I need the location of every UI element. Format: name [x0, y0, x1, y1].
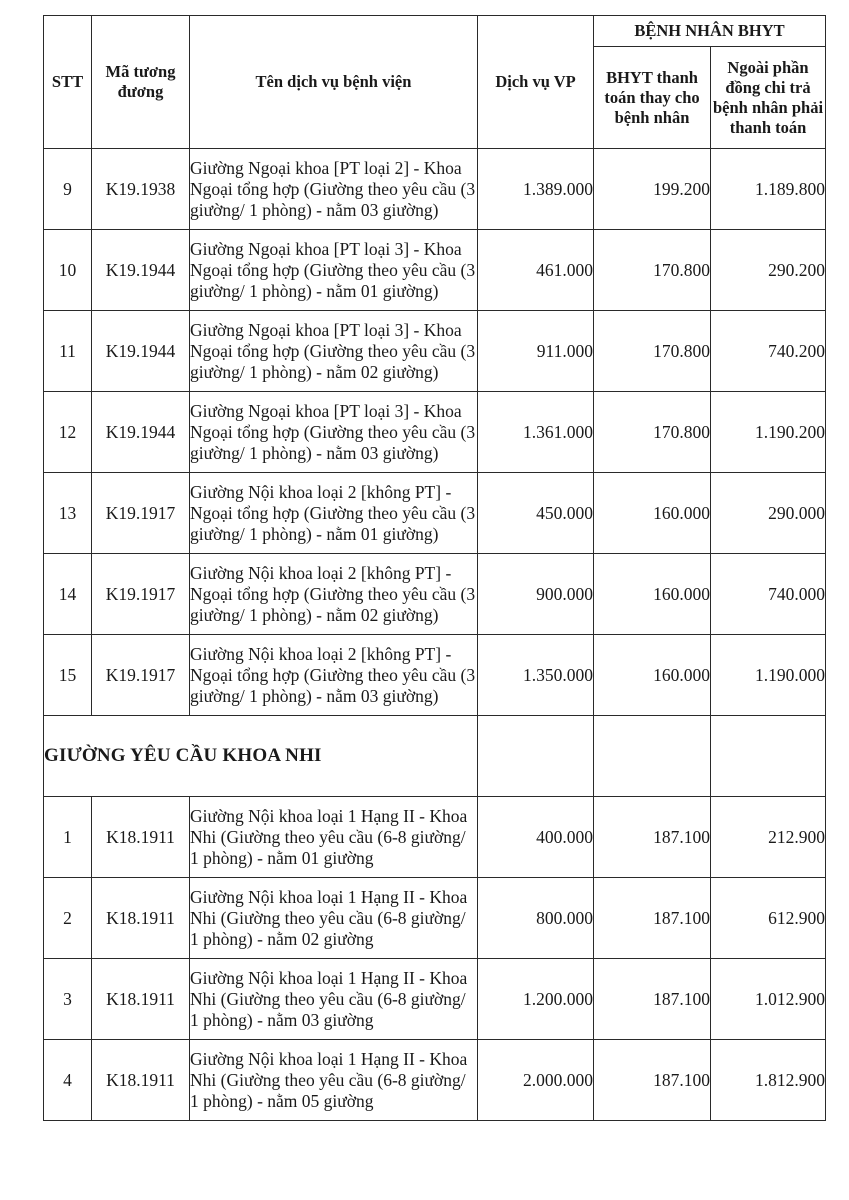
- header-bhyt-pays: BHYT thanh toán thay cho bệnh nhân: [594, 47, 711, 149]
- cell-bhyt-pays: 160.000: [594, 635, 711, 716]
- table-row: [44, 311, 826, 392]
- cell-service-name: Giường Nội khoa loại 2 [không PT] - Ngoại tổng hợp (Giường theo yêu cầu (3 giường/ 1 phòng) - nằm 02 giường): [190, 554, 478, 635]
- cell-code: K19.1938: [92, 149, 190, 230]
- cell-stt: 3: [44, 959, 92, 1040]
- table-row: [44, 554, 826, 635]
- section-title: GIƯỜNG YÊU CẦU KHOA NHI: [44, 716, 478, 797]
- cell-bhyt-pays: 170.800: [594, 392, 711, 473]
- cell-stt: 10: [44, 230, 92, 311]
- cell-code: K19.1944: [92, 392, 190, 473]
- header-group-bhyt-patient: BỆNH NHÂN BHYT: [594, 16, 826, 47]
- cell-stt: 1: [44, 797, 92, 878]
- header-stt: STT: [44, 16, 92, 149]
- table-row: [44, 230, 826, 311]
- table-row: [44, 392, 826, 473]
- cell-code: K19.1944: [92, 311, 190, 392]
- cell-patient-pays: 290.000: [711, 473, 826, 554]
- cell-patient-pays: 290.200: [711, 230, 826, 311]
- empty-cell: [594, 716, 711, 797]
- header-service-name: Tên dịch vụ bệnh viện: [190, 16, 478, 149]
- cell-service-name: Giường Nội khoa loại 1 Hạng II - Khoa Nhi (Giường theo yêu cầu (6-8 giường/ 1 phòng) - nằm 01 giường: [190, 797, 478, 878]
- cell-stt: 2: [44, 878, 92, 959]
- empty-cell: [711, 716, 826, 797]
- cell-code: K19.1944: [92, 230, 190, 311]
- cell-code: K19.1917: [92, 635, 190, 716]
- cell-service-fee: 1.389.000: [478, 149, 594, 230]
- cell-bhyt-pays: 160.000: [594, 554, 711, 635]
- cell-code: K18.1911: [92, 959, 190, 1040]
- cell-patient-pays: 740.000: [711, 554, 826, 635]
- cell-service-fee: 400.000: [478, 797, 594, 878]
- cell-service-name: Giường Nội khoa loại 1 Hạng II - Khoa Nhi (Giường theo yêu cầu (6-8 giường/ 1 phòng) - nằm 03 giường: [190, 959, 478, 1040]
- table-row: [44, 635, 826, 716]
- cell-code: K18.1911: [92, 797, 190, 878]
- cell-code: K19.1917: [92, 554, 190, 635]
- cell-service-fee: 450.000: [478, 473, 594, 554]
- table-row: [44, 797, 826, 878]
- cell-bhyt-pays: 187.100: [594, 959, 711, 1040]
- cell-service-fee: 461.000: [478, 230, 594, 311]
- cell-service-name: Giường Ngoại khoa [PT loại 3] - Khoa Ngoại tổng hợp (Giường theo yêu cầu (3 giường/ 1 phòng) - nằm 01 giường): [190, 230, 478, 311]
- cell-bhyt-pays: 199.200: [594, 149, 711, 230]
- cell-stt: 9: [44, 149, 92, 230]
- cell-patient-pays: 612.900: [711, 878, 826, 959]
- cell-stt: 14: [44, 554, 92, 635]
- cell-service-name: Giường Ngoại khoa [PT loại 3] - Khoa Ngoại tổng hợp (Giường theo yêu cầu (3 giường/ 1 phòng) - nằm 03 giường): [190, 392, 478, 473]
- cell-service-fee: 1.361.000: [478, 392, 594, 473]
- empty-cell: [478, 716, 594, 797]
- cell-patient-pays: 1.189.800: [711, 149, 826, 230]
- cell-service-name: Giường Ngoại khoa [PT loại 3] - Khoa Ngoại tổng hợp (Giường theo yêu cầu (3 giường/ 1 phòng) - nằm 02 giường): [190, 311, 478, 392]
- cell-service-fee: 1.350.000: [478, 635, 594, 716]
- cell-bhyt-pays: 170.800: [594, 311, 711, 392]
- cell-bhyt-pays: 170.800: [594, 230, 711, 311]
- cell-bhyt-pays: 160.000: [594, 473, 711, 554]
- header-service-fee: Dịch vụ VP: [478, 16, 594, 149]
- table-row: [44, 878, 826, 959]
- cell-service-name: Giường Nội khoa loại 2 [không PT] - Ngoại tổng hợp (Giường theo yêu cầu (3 giường/ 1 phòng) - nằm 03 giường): [190, 635, 478, 716]
- cell-service-fee: 800.000: [478, 878, 594, 959]
- cell-service-name: Giường Nội khoa loại 2 [không PT] - Ngoại tổng hợp (Giường theo yêu cầu (3 giường/ 1 phòng) - nằm 01 giường): [190, 473, 478, 554]
- cell-patient-pays: 212.900: [711, 797, 826, 878]
- cell-bhyt-pays: 187.100: [594, 1040, 711, 1121]
- table-row: [44, 473, 826, 554]
- cell-stt: 15: [44, 635, 92, 716]
- header-patient-pays: Ngoài phần đồng chi trả bệnh nhân phải thanh toán: [711, 47, 826, 149]
- cell-patient-pays: 1.190.000: [711, 635, 826, 716]
- cell-code: K18.1911: [92, 1040, 190, 1121]
- cell-patient-pays: 740.200: [711, 311, 826, 392]
- cell-service-name: Giường Nội khoa loại 1 Hạng II - Khoa Nhi (Giường theo yêu cầu (6-8 giường/ 1 phòng) - nằm 02 giường: [190, 878, 478, 959]
- cell-service-fee: 2.000.000: [478, 1040, 594, 1121]
- cell-patient-pays: 1.012.900: [711, 959, 826, 1040]
- cell-bhyt-pays: 187.100: [594, 797, 711, 878]
- table-row: [44, 959, 826, 1040]
- cell-stt: 12: [44, 392, 92, 473]
- cell-code: K19.1917: [92, 473, 190, 554]
- cell-service-name: Giường Ngoại khoa [PT loại 2] - Khoa Ngoại tổng hợp (Giường theo yêu cầu (3 giường/ 1 phòng) - nằm 03 giường): [190, 149, 478, 230]
- cell-stt: 4: [44, 1040, 92, 1121]
- cell-bhyt-pays: 187.100: [594, 878, 711, 959]
- cell-service-fee: 911.000: [478, 311, 594, 392]
- hospital-bed-price-table: [43, 15, 826, 1121]
- cell-code: K18.1911: [92, 878, 190, 959]
- cell-service-fee: 900.000: [478, 554, 594, 635]
- cell-stt: 13: [44, 473, 92, 554]
- header-code: Mã tương đương: [92, 16, 190, 149]
- table-row: [44, 1040, 826, 1121]
- cell-patient-pays: 1.812.900: [711, 1040, 826, 1121]
- cell-stt: 11: [44, 311, 92, 392]
- cell-service-name: Giường Nội khoa loại 1 Hạng II - Khoa Nhi (Giường theo yêu cầu (6-8 giường/ 1 phòng) - nằm 05 giường: [190, 1040, 478, 1121]
- cell-service-fee: 1.200.000: [478, 959, 594, 1040]
- section-header-row: [44, 716, 826, 797]
- cell-patient-pays: 1.190.200: [711, 392, 826, 473]
- table-row: [44, 149, 826, 230]
